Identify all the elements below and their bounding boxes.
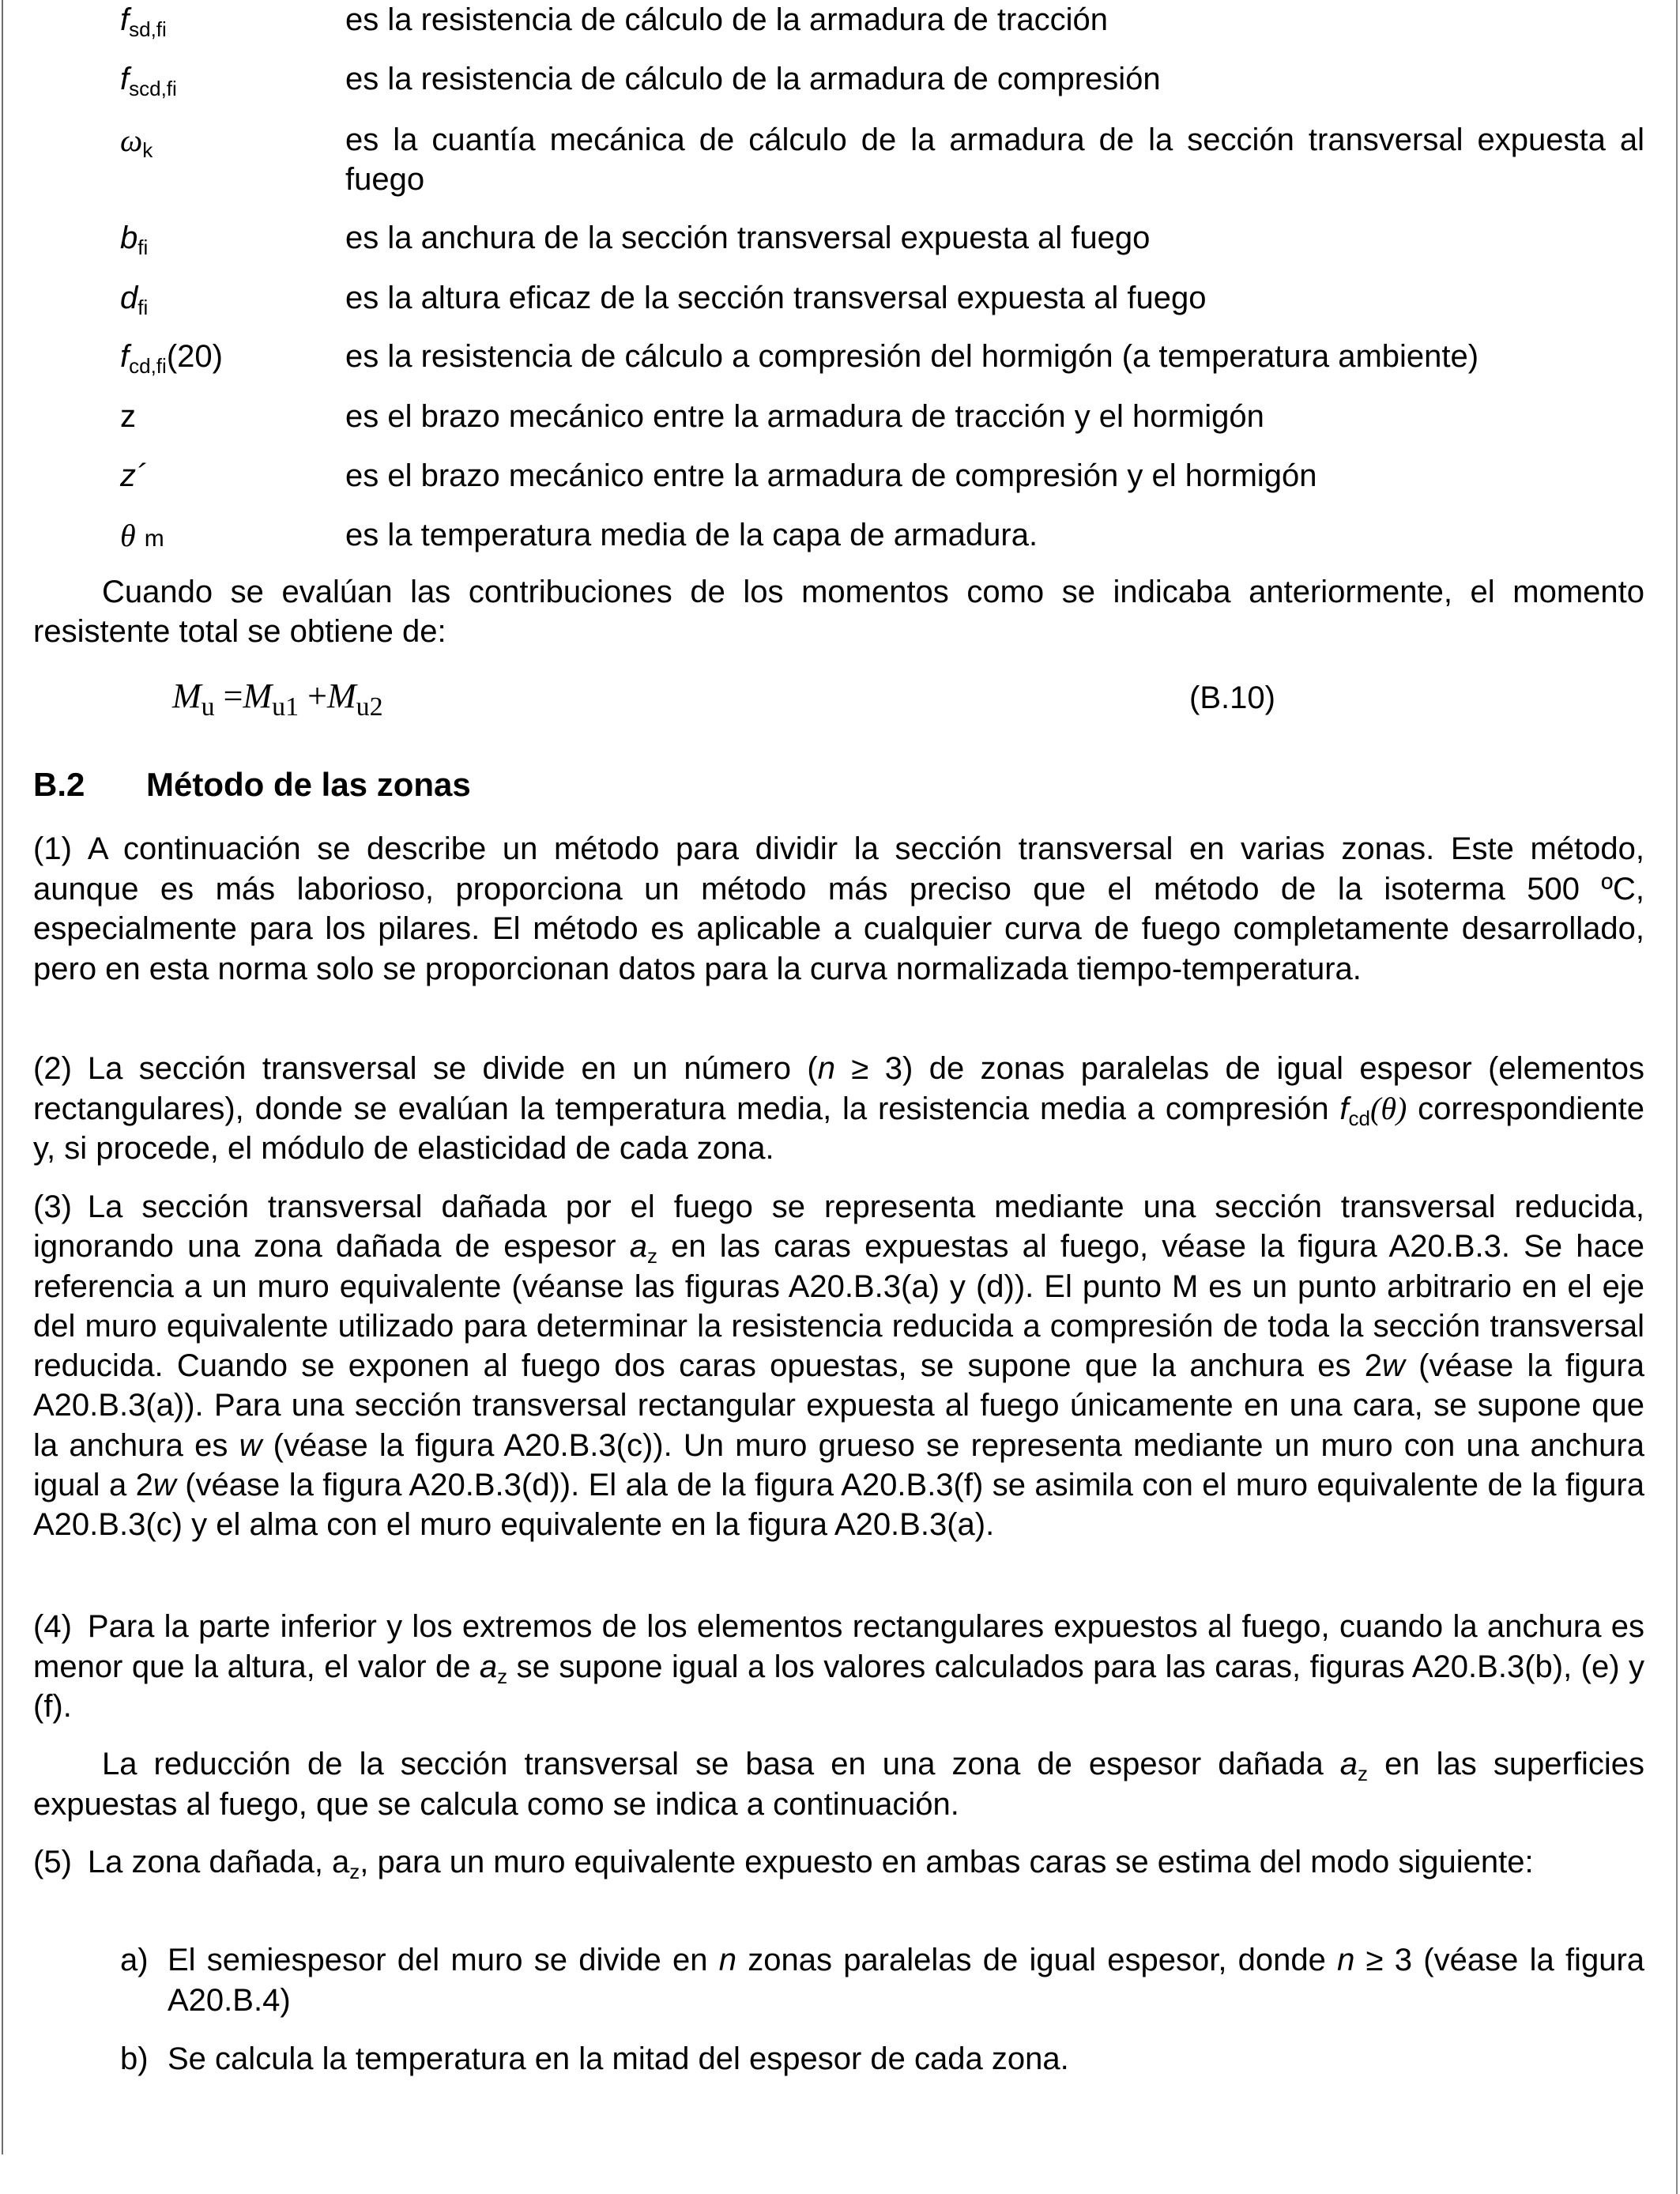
paragraph-reduction: La reducción de la sección transversal se basa en una zona de espesor dañada $a_z$ en las superficies expuestas al fuego, que se calcula como se indica a continuación. bbox=[33, 1747, 1645, 1822]
definition-description: es la resistencia de cálculo de la armadura de tracción bbox=[345, 2, 1108, 37]
paragraph-1: (1) A continuación se describe un método para dividir la sección transversal en varias zonas. Este método, aunque es más laborioso, proporciona un método más preciso que el método de la isoterma 500 ºC, especialmente para los pilares. El método es aplicable a cualquier curva de fuego completamente desarrollado, pero en esta norma solo se proporcionan datos para la curva normalizada tiempo-temperatura. bbox=[33, 831, 1644, 986]
section-heading: B.2 Método de las zonas bbox=[33, 766, 471, 803]
definition-description: es la cuantía mecánica de cálculo de la armadura de la sección transversal expuesta al fuego bbox=[345, 123, 1644, 197]
definition-symbol: z´ bbox=[120, 458, 147, 493]
page-left-border bbox=[2, 0, 3, 2154]
definition-description: es la resistencia de cálculo a compresión del hormigón (a temperatura ambiente) bbox=[345, 339, 1479, 374]
list-item bbox=[120, 2039, 1644, 2079]
paragraph-3: (3) La sección transversal dañada por el fuego se representa mediante una sección transversal reducida, ignorando una zona dañada de espesor $a_z$ en las caras expuestas al fuego, véase la figura A20.B.3. Se hace referencia a un muro equivalente (véanse las figuras A20.B.3(a) y (d)). El punto M es un punto arbitrario en el eje del muro equivalente utilizado para determinar la resistencia reducida a compresión de toda la sección transversal reducida. Cuando se exponen al fuego dos caras opuestas, se supone que la anchura es 2w (véase la figura A20.B.3(a)). Para una sección transversal rectangular expuesta al fuego únicamente en una cara, se supone que la anchura es w (véase la figura A20.B.3(c)). Un muro grueso se representa mediante un muro con una anchura igual a 2w (véase la figura A20.B.3(d)). El ala de la figura A20.B.3(f) se asimila con el muro equivalente de la figura A20.B.3(c) y el alma con el muro equivalente en la figura A20.B.3(a). bbox=[33, 1189, 1644, 1543]
definition-description: es la resistencia de cálculo de la armadura de compresión bbox=[345, 62, 1161, 96]
list-item-label: a) bbox=[120, 1943, 149, 1977]
list-item-label: b) bbox=[120, 2041, 149, 2076]
list-item-text: Se calcula la temperatura en la mitad del espesor de cada zona. bbox=[168, 2041, 1069, 2076]
paragraph-5: (5) La zona dañada, $a_z$, para un muro equivalente expuesto en ambas caras se estima del modo siguiente: bbox=[33, 1845, 1534, 1883]
list-item bbox=[120, 1940, 1644, 2020]
definition-description: es la altura eficaz de la sección transversal expuesta al fuego bbox=[345, 281, 1207, 315]
definition-symbol: $\omega_k$ bbox=[120, 123, 153, 162]
definition-symbol: $d_{fi}$ bbox=[120, 281, 149, 319]
definition-description: es la temperatura media de la capa de armadura. bbox=[345, 518, 1038, 552]
page-right-border bbox=[1676, 0, 1678, 2194]
definition-symbol: z bbox=[120, 399, 136, 434]
definition-symbol: $b_{fi}$ bbox=[120, 221, 149, 259]
list-item-text: El semiespesor del muro se divide en n zonas paralelas de igual espesor, donde n ≥ 3 (véase la figura A20.B.4) bbox=[168, 1943, 1645, 2018]
equation-number: (B.10) bbox=[1189, 680, 1275, 715]
definition-description: es el brazo mecánico entre la armadura de compresión y el hormigón bbox=[345, 458, 1317, 493]
equation-b10: $M_u =M_{u1} +M_{u2}$ bbox=[172, 677, 383, 722]
definition-symbol: θ m bbox=[120, 518, 164, 553]
definition-symbol: $f_{scd,fi}$ bbox=[120, 62, 177, 100]
intro-paragraph: Cuando se evalúan las contribuciones de los momentos como se indicaba anteriormente, el momento resistente total se obtiene de: bbox=[33, 575, 1644, 649]
paragraph-4: (4) Para la parte inferior y los extremos de los elementos rectangulares expuestos al fuego, cuando la anchura es menor que la altura, el valor de $a_z$ se supone igual a los valores calculados para las caras, figuras A20.B.3(b), (e) y (f). bbox=[33, 1609, 1644, 1724]
definition-description: es la anchura de la sección transversal expuesta al fuego bbox=[345, 221, 1151, 255]
definition-symbol: $f_{cd,fi}(20)$ bbox=[120, 339, 223, 378]
paragraph-2: (2) La sección transversal se divide en un número (n ≥ 3) de zonas paralelas de igual espesor (elementos rectangulares), donde se evalúan la temperatura media, la resistencia media a compresión $f_{cd}(\theta)$ correspondiente y, si procede, el módulo de elasticidad de cada zona. bbox=[33, 1051, 1644, 1166]
definition-symbol: $f_{sd,fi}$ bbox=[120, 2, 167, 41]
definition-description: es el brazo mecánico entre la armadura de tracción y el hormigón bbox=[345, 399, 1264, 434]
